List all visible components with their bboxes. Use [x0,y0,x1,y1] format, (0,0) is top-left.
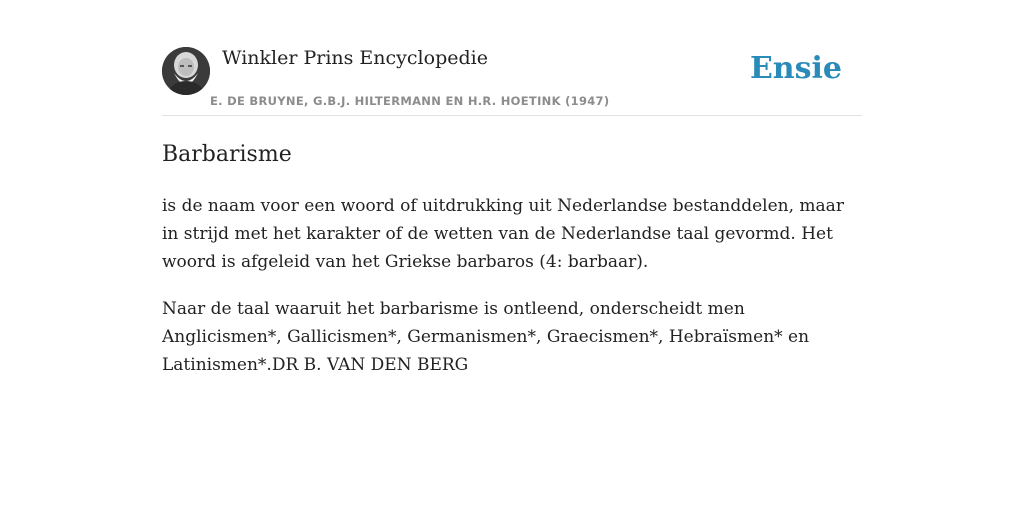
portrait-image [162,47,210,95]
source-title[interactable]: Winkler Prins Encyclopedie [222,47,488,69]
brand-logo-link[interactable]: Ensie [749,51,842,86]
author-avatar[interactable] [162,47,210,95]
article-paragraph: Naar de taal waaruit het barbarisme is ontleend, onderscheidt men Anglicismen*, Gallicismen*, Germanismen*, Graecismen*, Hebraïsmen* en Latinismen*.DR B. VAN DEN BERG [162,299,810,375]
source-authors: E. DE BRUYNE, G.B.J. HILTERMANN EN H.R. HOETINK (1947) [210,94,610,108]
article-title: Barbarisme [162,142,292,167]
article-paragraph: is de naam voor een woord of uitdrukking uit Nederlandse bestanddelen, maar in strijd met het karakter of de wetten van de Nederlandse taal gevormd. Het woord is afgeleid van het Griekse barbaros (4: barbaar). [162,196,844,272]
page-header [162,0,862,116]
article [162,140,862,375]
